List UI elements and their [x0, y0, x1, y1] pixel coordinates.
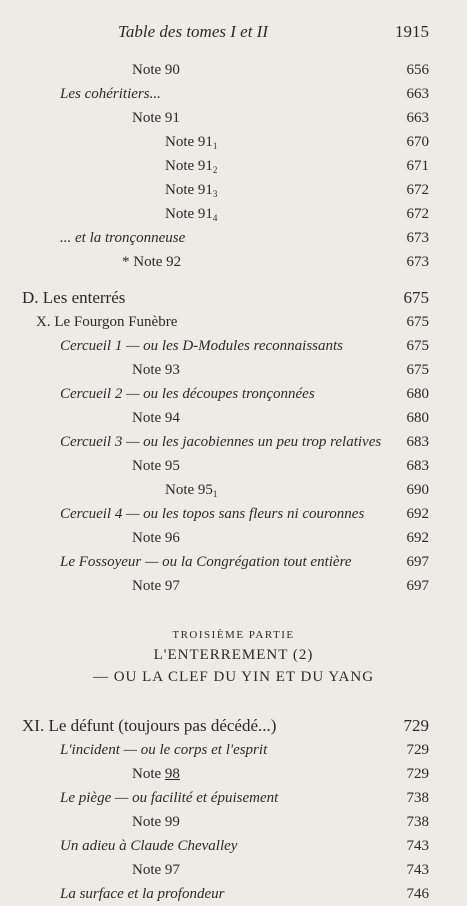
entry-page: 729 — [406, 766, 429, 782]
entry-label: Le piège — ou facilité et épuisement — [60, 790, 279, 806]
entry-page: 675 — [406, 314, 429, 330]
toc-entry — [0, 226, 467, 250]
entry-page: 690 — [406, 482, 429, 498]
toc-entry — [0, 250, 467, 274]
entry-page: 673 — [406, 254, 429, 270]
toc-entry — [0, 382, 467, 406]
toc-entry — [0, 154, 467, 178]
entry-page: 680 — [406, 410, 429, 426]
toc-entry — [0, 834, 467, 858]
section-label: XI. Le défunt (toujours pas décédé...) — [22, 716, 277, 735]
header-title: Table des tomes I et II — [118, 22, 268, 41]
entry-page: 683 — [406, 434, 429, 450]
section-heading — [0, 286, 467, 310]
toc-entry — [0, 574, 467, 598]
entry-page: 697 — [406, 578, 429, 594]
entry-label: ... et la tronçonneuse — [60, 230, 186, 246]
entry-page: 738 — [406, 814, 429, 830]
toc-entry — [0, 478, 467, 502]
entry-page: 675 — [406, 362, 429, 378]
entry-page: 743 — [406, 838, 429, 854]
entry-page: 671 — [406, 158, 429, 174]
entry-page: 656 — [406, 62, 429, 78]
section-page: 675 — [403, 288, 429, 307]
entry-label: Les cohéritiers... — [60, 86, 161, 102]
entry-page: 683 — [406, 458, 429, 474]
entry-label: Cercueil 1 — ou les D-Modules reconnaissants — [60, 338, 344, 354]
toc-entry — [0, 858, 467, 882]
entry-label: Note 96 — [132, 530, 180, 546]
entry-page: 743 — [406, 862, 429, 878]
entry-page: 672 — [406, 182, 429, 198]
section-page: 729 — [403, 716, 429, 735]
toc-entry — [0, 358, 467, 382]
table-of-contents — [0, 58, 467, 906]
toc-entry — [0, 526, 467, 550]
entry-label: Note 98 — [132, 766, 180, 782]
entry-label: Note 95 — [132, 458, 180, 474]
entry-page: 738 — [406, 790, 429, 806]
part-title-line1: L'ENTERREMENT (2) — [153, 647, 314, 663]
running-header — [0, 22, 467, 44]
entry-label: Note $91_3$ — [165, 182, 218, 199]
entry-label: Note 90 — [132, 62, 180, 78]
entry-page: 692 — [406, 530, 429, 546]
entry-label: X. Le Fourgon Funèbre — [36, 314, 178, 330]
toc-entry — [0, 130, 467, 154]
toc-entry — [0, 550, 467, 574]
entry-page: 692 — [406, 506, 429, 522]
entry-label: Le Fossoyeur — ou la Congrégation tout entière — [60, 554, 352, 570]
entry-page: 680 — [406, 386, 429, 402]
entry-page: 675 — [406, 338, 429, 354]
toc-entry — [0, 58, 467, 82]
entry-label: L'incident — ou le corps et l'esprit — [60, 742, 268, 758]
section-label: D. Les enterrés — [22, 288, 126, 307]
entry-page: 697 — [406, 554, 429, 570]
toc-entry — [0, 502, 467, 526]
toc-entry — [0, 106, 467, 130]
entry-label: Cercueil 4 — ou les topos sans fleurs ni couronnes — [60, 506, 365, 522]
entry-page: 670 — [406, 134, 429, 150]
entry-label: Cercueil 2 — ou les découpes tronçonnées — [60, 386, 315, 402]
toc-entry — [0, 786, 467, 810]
toc-entry — [0, 82, 467, 106]
section-heading — [0, 714, 467, 738]
entry-page: 729 — [406, 742, 429, 758]
part-title-line2: — OU LA CLEF DU YIN ET DU YANG — [92, 669, 375, 685]
toc-entry — [0, 454, 467, 478]
entry-label: Note 91 — [132, 110, 180, 126]
entry-label: Note 93 — [132, 362, 180, 378]
entry-label: Cercueil 3 — ou les jacobiennes un peu trop relatives — [60, 434, 382, 450]
entry-page: 663 — [406, 86, 429, 102]
toc-entry — [0, 334, 467, 358]
toc-entry — [0, 310, 467, 334]
entry-label: Note 97 — [132, 578, 180, 594]
entry-page: 672 — [406, 206, 429, 222]
entry-page: 746 — [406, 886, 429, 902]
toc-entry — [0, 202, 467, 226]
toc-entry — [0, 178, 467, 202]
toc-entry — [0, 882, 467, 906]
toc-entry — [0, 430, 467, 454]
toc-entry — [0, 762, 467, 786]
entry-page: 663 — [406, 110, 429, 126]
entry-page: 673 — [406, 230, 429, 246]
entry-label: Note $91_4$ — [165, 206, 218, 223]
entry-label: Note 94 — [132, 410, 180, 426]
entry-label: * Note 92 — [122, 254, 182, 270]
toc-entry — [0, 810, 467, 834]
entry-label: Note $95_1$ — [165, 482, 218, 499]
toc-entry — [0, 738, 467, 762]
entry-label: La surface et la profondeur — [60, 886, 225, 902]
part-kicker: TROISIÈME PARTIE — [172, 629, 295, 641]
entry-label: Note 97 — [132, 862, 180, 878]
header-page-number: 1915 — [395, 22, 429, 41]
entry-label: Un adieu à Claude Chevalley — [60, 838, 238, 854]
toc-entry — [0, 406, 467, 430]
entry-label: Note $91_2$ — [165, 158, 218, 175]
entry-label: Note $91_1$ — [165, 134, 218, 151]
entry-label: Note 99 — [132, 814, 180, 830]
